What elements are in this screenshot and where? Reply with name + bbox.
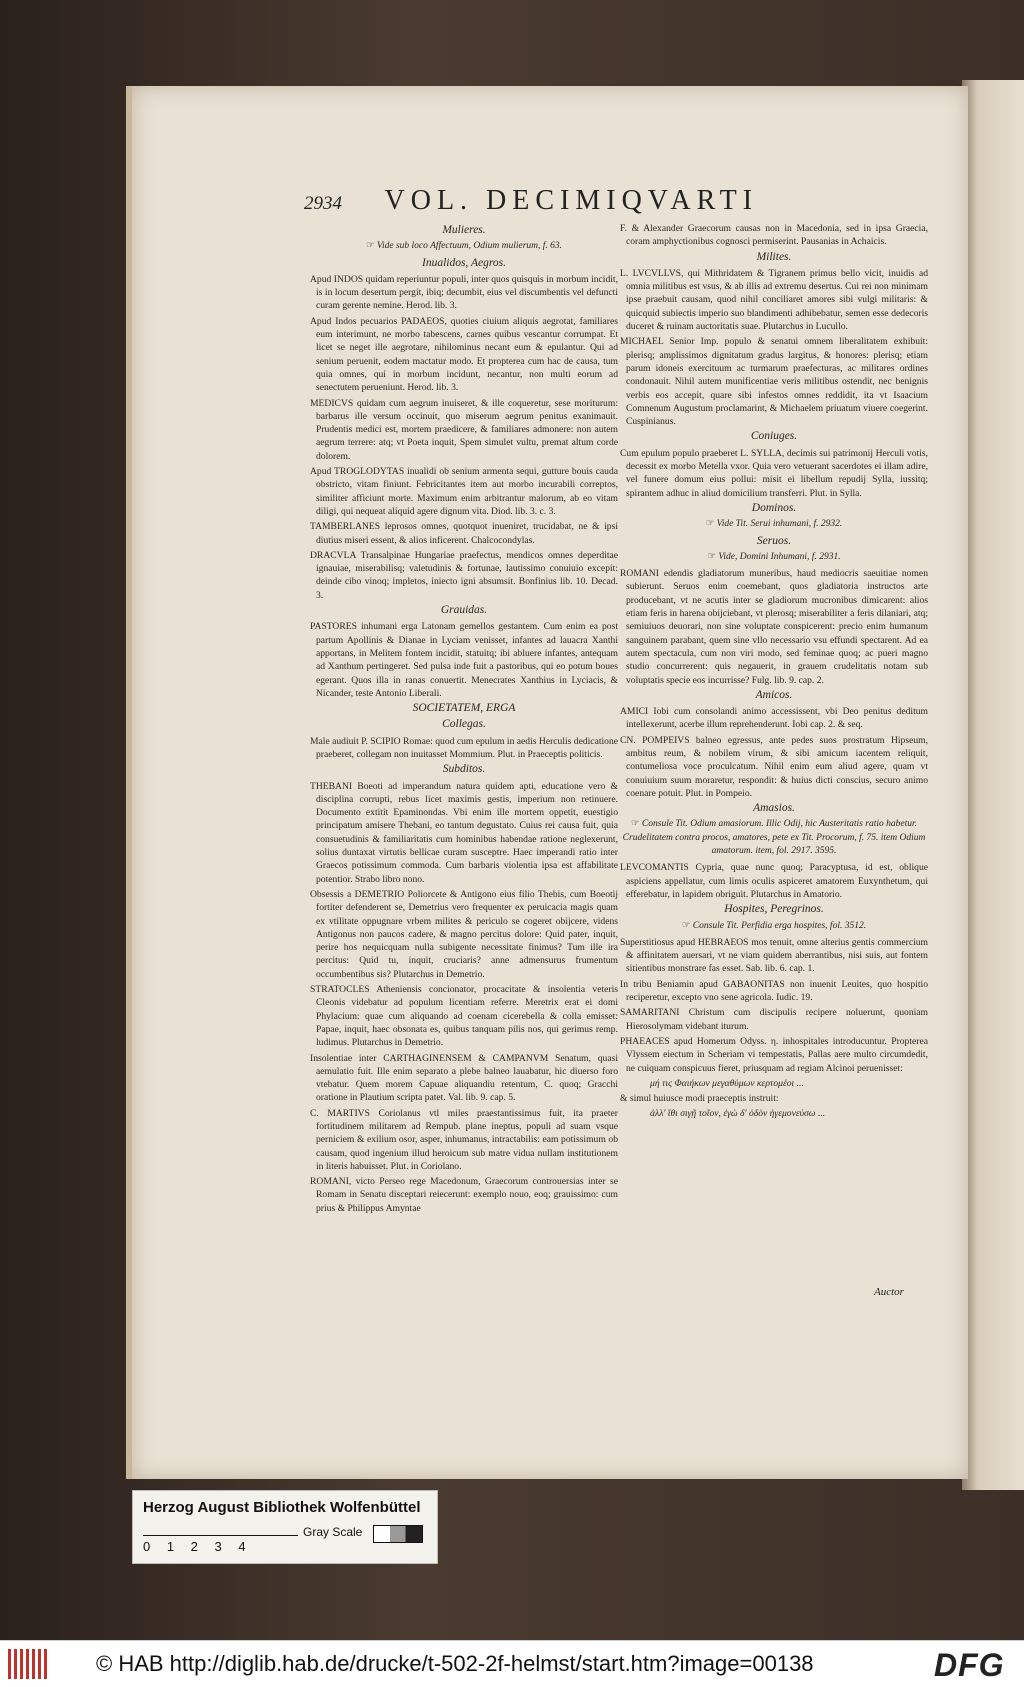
cross-reference: ☞ Consule Tit. Odium amasiorum. Illic Odij, hic Austeritatis ratio habetur. Crudelitatem contra procos, amatores, pete ex Tit. Procorum, f. 75. item Odium amatorum. item, fol. 2917. 3595. [620, 818, 928, 858]
paragraph: THEBANI Boeoti ad imperandum natura quidem apti, educatione vero & disciplina corrupti, rebus licet maximis gestis, imperium non retinuere. Documento extitit Epaminondas. Vbi enim ille mortem oppetit, euestigio principatum amisere Thebani, eo tantum degustato. Cuius rei causa fuit, quia consuetudinis & familiaritatis cum hominibus habendae ratione neglexerunt, solius duntaxat virtutis bellicae curam susceptre. Haec imperandi ratio inter Graecos potissimum commoda. Cum barbaris violentia ipsa est affabilitate potentior. Strabo libro nono. [310, 780, 618, 885]
paragraph: PASTORES inhumani erga Latonam gemellos gestantem. Cum enim ea post partum Apollinis & Dianae in Lyciam venisset, infantes ad lauacra Xanthi apportans, in Melitem fontem incidit, statuitq; ibi abluere infantes, antequam ad Xanthum pertingeret. Sed pulsa inde fuit a pastoribus, qui eo potum boues egerant. Quos illa in ranas conuertit. Menecrates Xanthius in Lyciacis, & Nicander, teste Antonio Liberali. [310, 621, 618, 699]
section-heading: Inualidos, Aegros. [421, 256, 506, 269]
cross-reference: ☞ Vide, Domini Inhumani, f. 2931. [620, 551, 928, 564]
source-url-link[interactable]: © HAB http://diglib.hab.de/drucke/t-502-2f-helmst/start.htm?image=00138 [96, 1651, 814, 1676]
paragraph: Apud Indos pecuarios PADAEOS, quoties ciuium aliquis aegrotat, familiares eum interimunt, ne morbo tabescens, carnes quibus vescantur corrumpat. Et licet se neget ille aegrotare, nihilominus necant eum & epulantur. Qui ad senium peruenit, eodem mactatur modo. Et propterea cum hac de causa, tum quia omnes, qui in morbum incidunt, necantur, non multi eorum ad senectutem perueniunt. Herod. lib. 3. [310, 315, 618, 394]
section-heading: Subditos. [442, 763, 486, 776]
paragraph: In tribu Beniamin apud GABAONITAS non inuenit Leuites, quo hospitio reciperetur, excepto vno sene agricola. Iudic. 19. [620, 978, 928, 1004]
viewer-footer [0, 1640, 1024, 1687]
scale-numbers: 0 1 2 3 4 [143, 1539, 246, 1554]
gray-scale-label: Gray Scale [303, 1525, 363, 1539]
section-heading: Coniuges. [750, 430, 798, 443]
page-number: 2934 [304, 193, 342, 214]
paragraph: STRATOCLES Atheniensis concionator, procacitate & insolentia veteris Cleonis videbatur ad populum licentiam referre. Meretrix erat ei domi Phylacium: quae cum aliquando ad coenam cicerebella & colla emisset: Papae, inquit, haec obsonata es, quibus tanquam pilis nos, qui gerimus remp. ludimus. Plutarchus in Demetrio. [310, 984, 618, 1049]
paragraph: ROMANI edendis gladiatorum muneribus, haud mediocris saeuitiae nomen subierunt. Seruos enim coemebant, quos gladiatoria instructos arte producebant, vt ne acutis inter se gladiorum mucronibus dimicarent: alios etiam feris in harena obijciebant, vt plerosq; miserabiliter a feris dilaniari, atq; semiuiuos deuorari, non sine voluptate conspicerent: precio enim humanum sanguinem parabant, quem sine vllo necessario vsu effundi spectarent. Ad ea autem spectacula, cum non viri modo, sed feminae quoq; ac pueri magno studio concurrerent: quis negauerit, in grauem crudelitatis notam sub voluptatis specie eos incurrisse? Fulg. lib. 9. cap. 2. [620, 568, 928, 686]
paragraph: Apud INDOS quidam reperiuntur populi, inter quos quisquis in morbum incidit, is in locum desertum pergit, ibiq; decumbit, eius vel discumbentis vel defuncti curam gerente nemine. Herod. lib. 3. [310, 273, 618, 312]
gray-scale-swatch [373, 1525, 423, 1543]
paragraph: Obsessis a DEMETRIO Poliorcete & Antigono eius filio Thebis, cum Boeotij fortiter defenderent se, Demetrius vero frequenter ex peruicacia magis quam ex vtilitate oppugnare vrbem milites & periculo se cogeret obijcere, videns Antigonus non paucos cadere, & magno percitus dolore: Quid pater, inquit, perire hos nequicquam nulla subigente necessitate finimus? Tum ille ira percitus: Quid tu, inquit, cruciaris? anne admensurus frumentum occumbentibus sis? Plutarchus in Demetrio. [310, 888, 618, 980]
right-text-column [620, 222, 928, 1307]
paragraph: Superstitiosus apud HEBRAEOS mos tenuit, omne alterius gentis commercium & affinitatem auersari, vt ne viam quidem aberrantibus, nisi suis, aut fontem sitientibus monstrare fas esset. Sab. lib. 6. cap. 1. [620, 936, 928, 975]
greek-verse: μή τις Φαιήκων μεγαθύμων κερτομέοι ... [650, 1077, 804, 1089]
paragraph: Apud TROGLODYTAS inualidi ob senium armenta sequi, gutture bouis cauda obstricto, vitam finiunt. Febricitantes item aut morbo incurabili correptos, similiter afficiunt morte. Maximum enim arbitrantur malorum, ab eo vitam diligi, qui nequeat aliquid agere dignum vita. Diod. lib. 3. c. 3. [310, 466, 618, 517]
facing-page-edge [962, 80, 1024, 1490]
paragraph: SAMARITANI Christum cum discipulis recipere noluerunt, quoniam Hierosolymam videbant iturum. [620, 1007, 928, 1032]
running-head [304, 185, 824, 225]
section-heading: Mulieres. [442, 224, 486, 236]
paragraph: ROMANI, victo Perseo rege Macedonum, Graecorum controuersias inter se Romam in Senatu disceptari reiecerunt: exemplo nouo, eoq; grauissimo: cum prius & Philippus Amyntae [310, 1176, 618, 1214]
library-name: Herzog August Bibliothek Wolfenbüttel [143, 1499, 421, 1516]
section-heading: Amasios. [753, 802, 795, 815]
paragraph: CN. POMPEIVS balneo egressus, ante pedes suos prostratum Hipseum, ambitus reum, & nobilem virum, & sibi amicum iacentem reliquit, contumeliosa voce proculcatum. Nihil enim eum aliud agere, quam vt conuiuium suum moraretur, respondit: & huius dicti conscius, securo animo coenare potuit. Plut. in Pompeio. [620, 734, 928, 799]
greek-verse: ἀλλ' ἴθι σιγῇ τοῖον, ἐγὼ δ' ὁδὸν ἡγεμονεύσω ... [650, 1108, 826, 1120]
cross-reference: ☞ Vide sub loco Affectuum, Odium mulierum, f. 63. [310, 240, 618, 253]
section-heading: Seruos. [756, 534, 792, 547]
paragraph: LEVCOMANTIS Cypria, quae nunc quoq; Paracyptusa, id est, oblique aspiciens appellatur, cum limis oculis aspiceret amatorem Euxynthetum, qui efferebatur, in lapidem obriguit. Plutarchus in Amatorio. [620, 862, 928, 900]
scale-ruler [143, 1527, 298, 1536]
paragraph: C. MARTIVS Coriolanus vtl miles praestantissimus fuit, ita praeter fortitudinem militarem ad Rempub. plane ineptus, populi ad suam vsque perniciem & exilium osor, asper, inhumanus, intractabilis: eam potissimum ob causam, quod ingenium illud heroicum sub matre vidua nullam institutionem in literis habuisset. Plut. in Coriolano. [310, 1107, 618, 1172]
section-heading: Milites. [756, 250, 792, 263]
paragraph: TAMBERLANES leprosos omnes, quotquot inueniret, trucidabat, ne & ipsi diutius miseri essent, & alios inficerent. Chalcocondylas. [310, 521, 618, 546]
paragraph: Male audiuit P. SCIPIO Romae: quod cum epulum in aedis Herculis dedicatione praeberet, collegam non inuitasset Mommium. Plut. in Praeceptis politicis. [310, 735, 618, 760]
catchword: Auctor [874, 1286, 904, 1298]
paragraph: MEDICVS quidam cum aegrum inuiseret, & ille coqueretur, sese moriturum: barbarus ille versum occinuit, quo miserum aegrum penitus exanimauit. Prudentis medici est, mortem praedicere, & familiares admonere: non autem aegrum terrere: atq; vt Poeta inquit, Spem simulet vultu, premat altum corde dolorem. [310, 397, 618, 462]
paragraph: MICHAEL Senior Imp. populo & senatui omnem liberalitatem exhibuit: plerisq; amplissimos dignitatum gradus largitus, & honores: plerisq; etiam parum idoneis exercituum ac turmarum praefecturas, ac militares ordines condonauit. Nihil autem munificentiae veris militibus ostendit, nec benignis verbis eos accepit, quare sibi infestos omnes reddidit, ita vt Isaacium Comnenum Augustum proclamarint, & Michaelem priuatum viuere coegerint. Cuspinianus. [620, 336, 928, 428]
paragraph: PHAEACES apud Homerum Odyss. η. inhospitales introducuntur. Propterea Vlyssem eiectum in Scheriam vi tempestatis, Pallas aere multo circumdedit, ne cuiquam conspicuus fieret, priusquam ad regiam Alcinoi peruenisset: [620, 1035, 928, 1074]
paragraph: DRACVLA Transalpinae Hungariae praefectus, mendicos omnes deperditae ignauiae, miserabilisq; valetudinis & fortunae, lautissimo conuiuio excepit: deinde cibo vinoq; impletos, iniecto igni absumsit. Bonfinius lib. 10. Decad. 3. [310, 549, 618, 601]
left-text-column [310, 222, 618, 1297]
running-title: VOL. DECIMIQVARTI [384, 185, 759, 216]
library-color-chart [132, 1490, 438, 1564]
section-heading: SOCIETATEM, ERGA [412, 702, 516, 715]
paragraph: AMICI Iobi cum consolandi animo accessissent, vbi Deo penitus deditum intellexerunt, acerbe illum reprehenderunt. Iobi cap. 2. & seq. [620, 706, 928, 731]
paragraph: Cum epulum populo praeberet L. SYLLA, decimis sui patrimonij Herculi votis, decessit ex morbo Metella vxor. Quia vero vetuerant sacerdotes ei illam adire, vel funere domum eius pollui: misit ei libellum repudij Sylla, iussitq; spirantem adhuc in aliud domicilium transferri. Plut. in Sylla. [620, 447, 928, 499]
paragraph: F. & Alexander Graecorum causas non in Macedonia, sed in ipsa Graecia, coram amphyctionibus cognosci permiserint. Pausanias in Achaicis. [620, 223, 928, 248]
section-heading: Hospites, Peregrinos. [724, 903, 824, 916]
cross-reference: ☞ Consule Tit. Perfidia erga hospites, fol. 3512. [620, 920, 928, 933]
cross-reference: ☞ Vide Tit. Serui inhumani, f. 2932. [620, 518, 928, 531]
section-heading: Grauidas. [440, 604, 488, 617]
dfg-logo: DFG [934, 1647, 1005, 1683]
section-heading: Collegas. [442, 718, 486, 731]
paragraph: Insolentiae inter CARTHAGINENSEM & CAMPANVM Senatum, quasi aemulatio fuit. Ille enim separato a plebe balneo lauabatur, hic diuerso foro vtebatur. Quem morem Capuae aliquandiu retentum, C. quoq; Gracchi oratione in Plautium scripta patet. Val. lib. 9. cap. 5. [310, 1052, 618, 1104]
section-heading: Dominos. [751, 501, 797, 514]
paragraph: & simul huiusce modi praeceptis instruit: [620, 1093, 779, 1105]
paragraph: L. LVCVLLVS, qui Mithridatem & Tigranem primus bello vicit, inuidis ad omnia militibus est vsus, & ab illis ad extremu desertus. Cui rei non minimam ipse praebuit causam, quod nihil conciliaret amores sibi vulgi militaris: & quicquid subiectis imperio suo blandimenti adhibebatur, semen esse dedecoris duceret & ruinam auctoritatis suae. Plutarchus in Lucullo. [620, 267, 928, 333]
barcode-icon [8, 1649, 48, 1679]
section-heading: Amicos. [755, 688, 793, 701]
